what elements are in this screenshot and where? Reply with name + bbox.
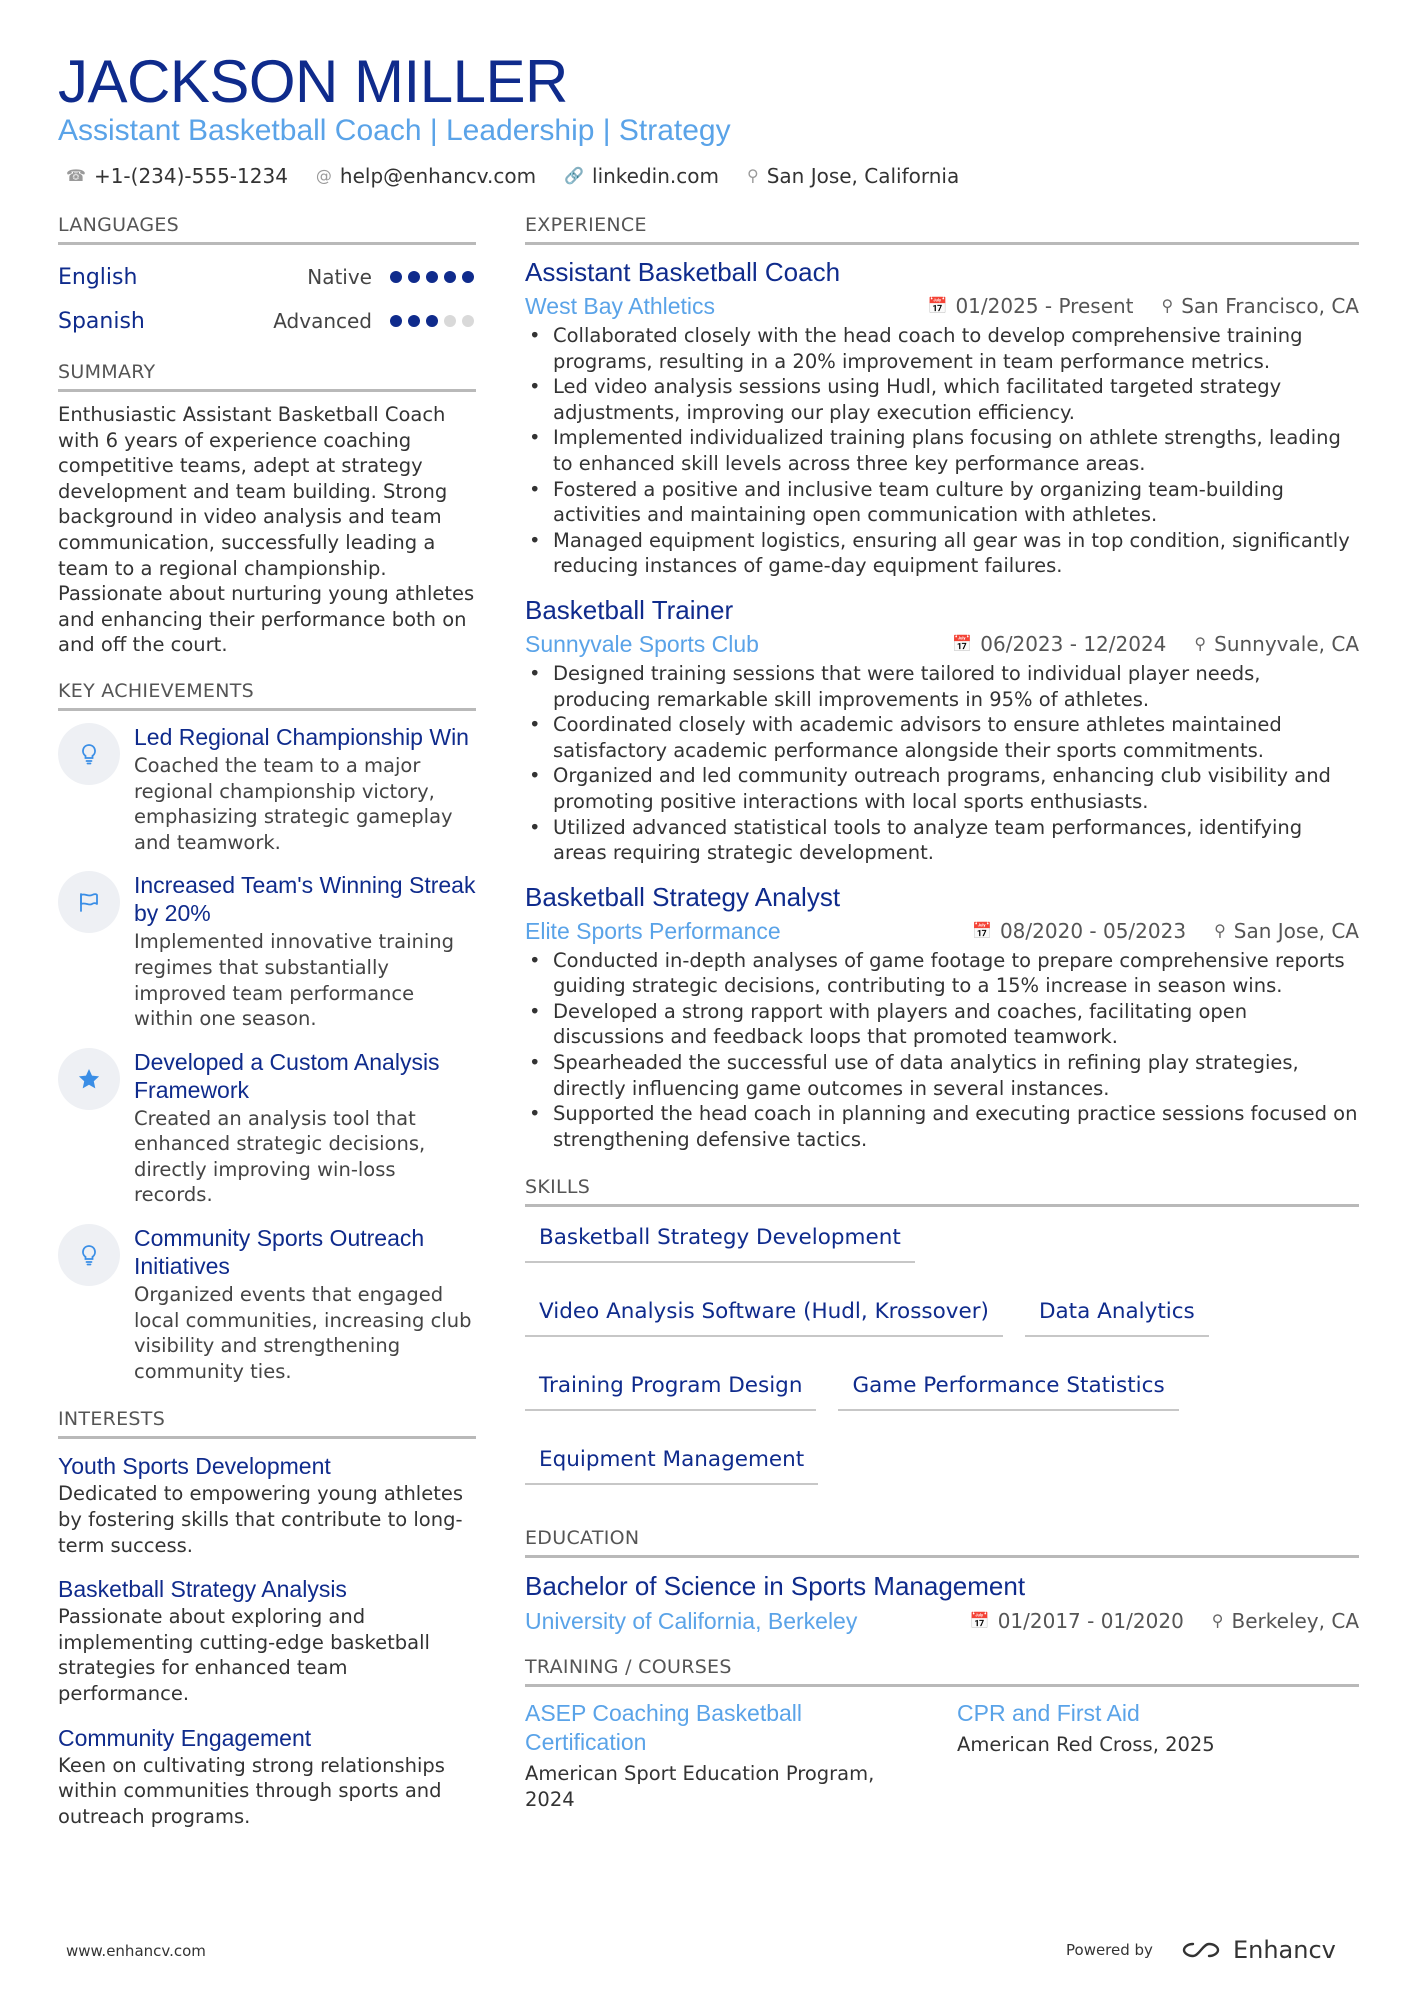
interest-item [58, 1723, 476, 1830]
job-location [1214, 914, 1359, 948]
education-location-text: Berkeley, CA [1231, 1609, 1359, 1634]
link-icon: 🔗 [564, 166, 585, 185]
job-dates-text: 06/2023 - 12/2024 [980, 631, 1167, 656]
education-dates [970, 1604, 1184, 1638]
education-location [1212, 1604, 1359, 1638]
brand-name: Enhancv [1232, 1936, 1336, 1964]
achievement-title: Community Sports Outreach Initiatives [134, 1225, 425, 1280]
location-pin-icon: ⚲ [1211, 1611, 1224, 1631]
section-title-summary: SUMMARY [58, 359, 476, 392]
job-location [1162, 289, 1359, 323]
language-item [58, 255, 476, 299]
education-item [525, 1568, 1359, 1638]
skills-list [525, 1217, 1359, 1485]
contact-text: +1-(234)-555-1234 [93, 164, 288, 188]
language-rating [390, 315, 476, 327]
training-desc: American Sport Education Program, 2024 [525, 1762, 875, 1812]
location-pin-icon: ⚲ [1161, 296, 1174, 315]
skill-tag: Data Analytics [1025, 1291, 1209, 1337]
training-item [525, 1699, 957, 1812]
training-item [957, 1699, 1357, 1812]
contact-email[interactable] [316, 162, 536, 190]
footer-website[interactable]: www.enhancv.com [66, 1942, 206, 1960]
powered-by-label: Powered by [1066, 1941, 1153, 1959]
rating-dot [408, 271, 420, 283]
flag-icon [58, 871, 120, 933]
job-dates [952, 627, 1166, 661]
experience-item [525, 593, 1359, 866]
at-icon: @ [315, 166, 332, 185]
location-pin-icon: ⚲ [746, 166, 759, 185]
job-dates-text: 08/2020 - 05/2023 [999, 918, 1187, 943]
job-title: Assistant Basketball Coach [525, 257, 841, 287]
contact-linkedin[interactable] [564, 162, 719, 190]
star-icon [58, 1048, 120, 1110]
language-name: English [58, 264, 138, 290]
job-title: Basketball Trainer [525, 594, 734, 625]
rating-dot [444, 315, 456, 327]
achievement-item [58, 1048, 476, 1208]
calendar-icon: 📅 [927, 296, 948, 315]
degree-title: Bachelor of Science in Sports Management [525, 1571, 1026, 1602]
rating-dot [462, 315, 474, 327]
interest-item [58, 1451, 476, 1558]
rating-dot [444, 271, 456, 283]
interest-title: Community Engagement [58, 1724, 312, 1751]
skill-tag: Training Program Design [525, 1365, 816, 1411]
job-bullet: • Coordinated closely with academic advisors to ensure athletes maintained satisfactory academic performance alongside their sports commitments. [525, 712, 1359, 763]
rating-dot [426, 271, 438, 283]
training-desc: American Red Cross, 2025 [957, 1733, 1215, 1757]
brand-logo[interactable] [1179, 1936, 1336, 1964]
job-company: Sunnyvale Sports Club [525, 630, 759, 657]
rating-dot [390, 315, 402, 327]
section-title-experience: EXPERIENCE [525, 212, 1359, 245]
job-bullets [525, 661, 1359, 866]
job-meta [525, 914, 1359, 948]
job-title: Basketball Strategy Analyst [525, 881, 841, 912]
achievement-desc: Implemented innovative training regimes that substantially improved team performance within one season. [134, 930, 455, 1031]
section-title-interests: INTERESTS [58, 1406, 476, 1439]
training-list [525, 1699, 1359, 1812]
contact-text: help@enhancv.com [339, 164, 537, 188]
left-column [58, 212, 476, 1845]
achievement-desc: Created an analysis tool that enhanced strategic decisions, directly improving win-loss records. [134, 1106, 426, 1207]
lightbulb-icon [58, 1224, 120, 1286]
job-dates [972, 914, 1186, 948]
section-title-languages: LANGUAGES [58, 212, 476, 245]
language-item [58, 299, 476, 343]
interest-desc: Keen on cultivating strong relationships within communities through sports and outreach programs. [58, 1753, 445, 1828]
calendar-icon: 📅 [972, 920, 992, 940]
training-title: ASEP Coaching Basketball Certification [525, 1700, 803, 1756]
achievement-title: Led Regional Championship Win [134, 723, 469, 750]
footer-branding [1066, 1936, 1336, 1964]
language-name: Spanish [58, 308, 145, 334]
job-bullet: • Implemented individualized training plans focusing on athlete strengths, leading to enhanced skill levels across three key performance areas. [525, 425, 1359, 476]
right-column [525, 212, 1359, 1813]
job-bullets [525, 948, 1359, 1153]
job-company: West Bay Athletics [525, 293, 716, 319]
job-location-text: San Francisco, CA [1181, 294, 1359, 318]
enhancv-logo-icon [1179, 1938, 1223, 1962]
interest-desc: Passionate about exploring and implementing cutting-edge basketball strategies for enhanced team performance. [58, 1605, 430, 1705]
rating-dot [408, 315, 420, 327]
interest-title: Basketball Strategy Analysis [58, 1576, 347, 1603]
language-level: Advanced [273, 309, 372, 333]
job-bullets [525, 323, 1359, 579]
candidate-name: JACKSON MILLER [58, 48, 568, 115]
calendar-icon: 📅 [969, 1611, 990, 1631]
job-location-text: San Jose, CA [1233, 918, 1359, 943]
language-level: Native [307, 265, 372, 289]
rating-dot [390, 271, 402, 283]
training-title: CPR and First Aid [957, 1700, 1140, 1727]
rating-dot [426, 315, 438, 327]
achievement-item [58, 871, 476, 1031]
contact-bar [66, 162, 959, 190]
job-bullet: • Collaborated closely with the head coach to develop comprehensive training programs, resulting in a 20% improvement in team performance metrics. [525, 323, 1359, 374]
job-meta [525, 289, 1359, 323]
achievement-title: Increased Team's Winning Streak by 20% [134, 872, 476, 927]
contact-phone[interactable] [66, 162, 288, 190]
contact-text: San Jose, California [766, 164, 960, 188]
phone-icon: ☎ [66, 166, 86, 185]
job-dates-text: 01/2025 - Present [955, 294, 1134, 318]
interest-title: Youth Sports Development [58, 1453, 331, 1480]
section-title-education: EDUCATION [525, 1525, 1359, 1558]
location-pin-icon: ⚲ [1194, 633, 1207, 653]
rating-dot [462, 271, 474, 283]
achievement-item [58, 723, 476, 855]
section-title-achievements: KEY ACHIEVEMENTS [58, 678, 476, 711]
achievement-title: Developed a Custom Analysis Framework [134, 1048, 440, 1103]
education-meta [525, 1604, 1359, 1638]
skill-tag: Video Analysis Software (Hudl, Krossover) [525, 1291, 1003, 1337]
summary-text: Enthusiastic Assistant Basketball Coach with 6 years of experience coaching competitive teams, adept at strategy development and team building. Strong background in video analysis and team communication, successfully leading a team to a regional championship. Passionate about nurturing young athletes and enhancing their performance both on and off the court. [58, 403, 475, 657]
job-dates [928, 289, 1134, 323]
candidate-headline: Assistant Basketball Coach | Leadership | Strategy [58, 114, 731, 147]
job-bullet: • Developed a strong rapport with players and coaches, facilitating open discussions and feedback loops that promoted teamwork. [525, 999, 1359, 1050]
school-name: University of California, Berkeley [525, 1608, 858, 1635]
job-location-text: Sunnyvale, CA [1214, 631, 1359, 656]
job-bullet: • Designed training sessions that were tailored to individual player needs, producing remarkable skill improvements in 95% of athletes. [525, 661, 1359, 712]
contact-text: linkedin.com [592, 164, 719, 188]
job-company: Elite Sports Performance [525, 917, 781, 944]
job-bullet: • Led video analysis sessions using Hudl, which facilitated targeted strategy adjustments, improving our play execution efficiency. [525, 374, 1359, 425]
section-title-skills: SKILLS [525, 1174, 1359, 1207]
job-location [1194, 627, 1359, 661]
skill-tag: Basketball Strategy Development [525, 1217, 915, 1263]
achievement-desc: Coached the team to a major regional championship victory, emphasizing strategic gameplay and teamwork. [134, 753, 453, 854]
languages-list [58, 255, 476, 343]
skill-tag: Game Performance Statistics [838, 1365, 1178, 1411]
job-bullet: • Fostered a positive and inclusive team culture by organizing team-building activities and maintaining open communication with athletes. [525, 477, 1359, 528]
achievements-list [58, 723, 476, 1385]
interests-list [58, 1451, 476, 1829]
experience-item [525, 255, 1359, 579]
job-meta [525, 627, 1359, 661]
section-title-training: TRAINING / COURSES [525, 1654, 1359, 1687]
location-pin-icon: ⚲ [1214, 920, 1226, 940]
experience-item [525, 880, 1359, 1153]
job-bullet: • Utilized advanced statistical tools to analyze team performances, identifying areas requiring strategic development. [525, 815, 1359, 866]
education-dates-text: 01/2017 - 01/2020 [997, 1609, 1184, 1634]
lightbulb-icon [58, 723, 120, 785]
achievement-item [58, 1224, 476, 1384]
job-bullet: • Conducted in-depth analyses of game footage to prepare comprehensive reports guiding strategic decisions, contributing to a 15% increase in season wins. [525, 948, 1359, 999]
interest-item [58, 1574, 476, 1706]
job-bullet: • Spearheaded the successful use of data analytics in refining play strategies, directly influencing game outcomes in several instances. [525, 1050, 1359, 1101]
calendar-icon: 📅 [952, 633, 973, 653]
job-bullet: • Supported the head coach in planning and executing practice sessions focused on strengthening defensive tactics. [525, 1101, 1359, 1152]
job-bullet: • Organized and led community outreach programs, enhancing club visibility and promoting positive interactions with local sports enthusiasts. [525, 763, 1359, 814]
language-rating [390, 271, 476, 283]
job-bullet: • Managed equipment logistics, ensuring all gear was in top condition, significantly reducing instances of game-day equipment failures. [525, 528, 1359, 579]
contact-location [747, 162, 959, 190]
interest-desc: Dedicated to empowering young athletes by fostering skills that contribute to long-term success. [58, 1482, 464, 1557]
skill-tag: Equipment Management [525, 1439, 818, 1485]
achievement-desc: Organized events that engaged local communities, increasing club visibility and strengthening community ties. [134, 1283, 472, 1383]
